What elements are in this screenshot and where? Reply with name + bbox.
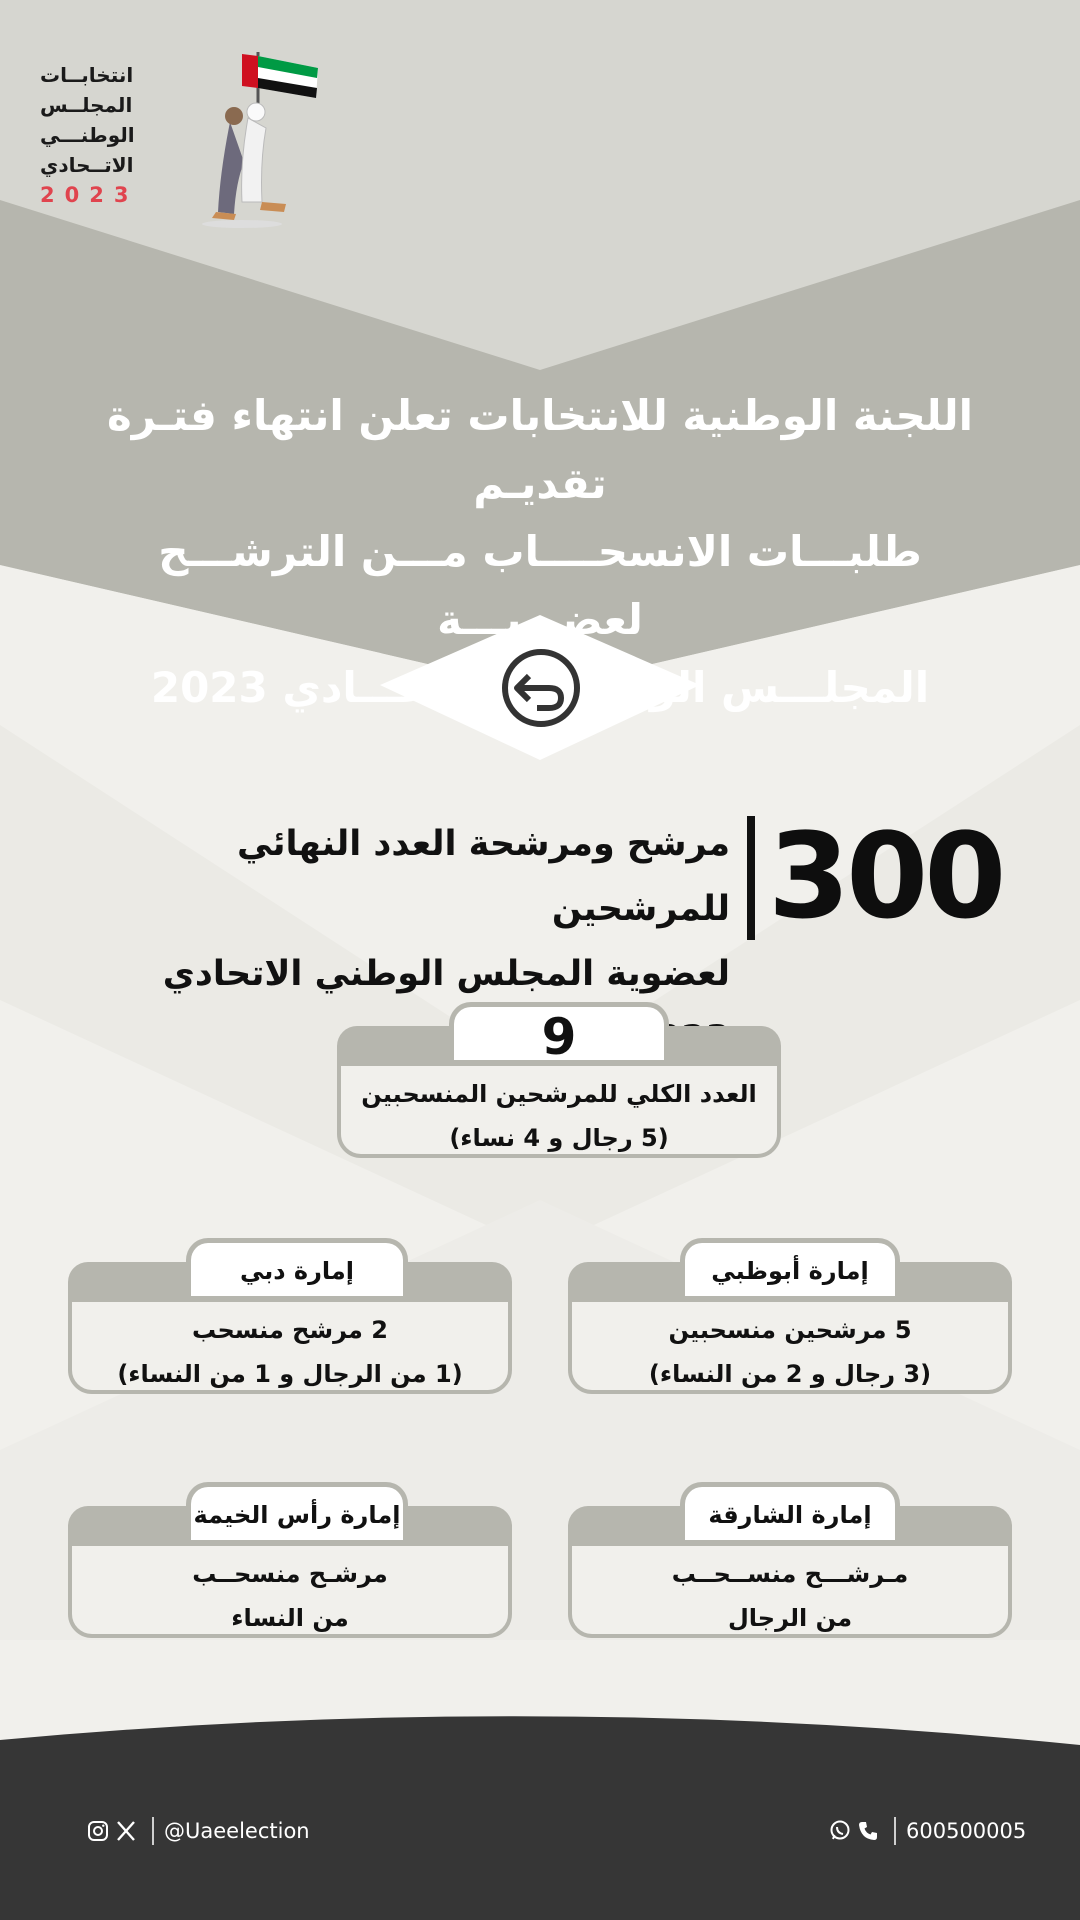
- headline-line: المجلـــس الوطنـــي الاتحـــادي 2023: [150, 663, 930, 712]
- logo-line: الوطنـــي: [40, 123, 135, 147]
- divider: [152, 1817, 154, 1845]
- social-handle[interactable]: @Uaeelection: [164, 1819, 310, 1843]
- card-line: (1 من الرجال و 1 من النساء): [117, 1360, 463, 1388]
- emirate-card-dubai: [68, 1238, 512, 1394]
- stat-line: مرشح ومرشحة العدد النهائي للمرشحين: [236, 824, 730, 929]
- emirate-name: إمارة أبوظبي: [680, 1238, 900, 1296]
- card-line: (3 رجال و 2 من النساء): [648, 1360, 932, 1388]
- stat-line: لعضوية المجلس الوطني الاتحادي: [162, 954, 730, 994]
- logo-line: الاتــحادي: [40, 153, 134, 177]
- candidate-total-number: 300: [768, 807, 1003, 945]
- withdraw-arrow-icon: [501, 648, 581, 728]
- card-line: مـرشـــح منســحــب: [671, 1560, 909, 1588]
- emirate-card-sharjah: [568, 1482, 1012, 1638]
- phone-icon[interactable]: [856, 1819, 880, 1843]
- card-line: مرشـح منسحــب: [192, 1560, 388, 1588]
- logo-line: انتخابــات: [40, 63, 134, 87]
- logo-text: [40, 60, 160, 210]
- divider: [747, 816, 755, 940]
- card-line: من الرجال: [727, 1604, 853, 1632]
- phone-contact: [828, 1816, 1026, 1846]
- emirate-name: إمارة الشارقة: [680, 1482, 900, 1540]
- emirate-card-ras-al-khaimah: [68, 1482, 512, 1638]
- flag-runners-icon: [200, 52, 320, 228]
- total-withdrawn-count: 9: [449, 1002, 669, 1060]
- emirate-card-abu-dhabi: [568, 1238, 1012, 1394]
- instagram-icon[interactable]: [86, 1819, 110, 1843]
- total-withdrawn-card: [337, 1002, 781, 1158]
- logo-year: 2023: [40, 183, 139, 207]
- emirate-name: إمارة رأس الخيمة: [186, 1482, 408, 1540]
- card-line: (5 رجال و 4 نساء): [449, 1124, 669, 1152]
- phone-number[interactable]: 600500005: [906, 1819, 1027, 1843]
- divider: [894, 1817, 896, 1845]
- logo-line: المجلــس: [40, 93, 133, 117]
- social-contact: [86, 1816, 310, 1846]
- card-line: 2 مرشح منسحب: [192, 1316, 388, 1344]
- card-line: من النساء: [231, 1604, 349, 1632]
- headline-line: طلبـــات الانسحــــاب مـــن الترشـــح لعضـويـــة: [158, 527, 922, 644]
- card-line: 5 مرشحين منسحبين: [668, 1316, 912, 1344]
- card-line: العدد الكلي للمرشحين المنسحبين: [361, 1080, 757, 1108]
- x-icon[interactable]: [114, 1819, 138, 1843]
- headline-line: اللجنة الوطنية للانتخابات تعلن انتهاء فتـرة تقديـم: [106, 391, 974, 508]
- whatsapp-icon[interactable]: [828, 1819, 852, 1843]
- emirate-name: إمارة دبي: [186, 1238, 408, 1296]
